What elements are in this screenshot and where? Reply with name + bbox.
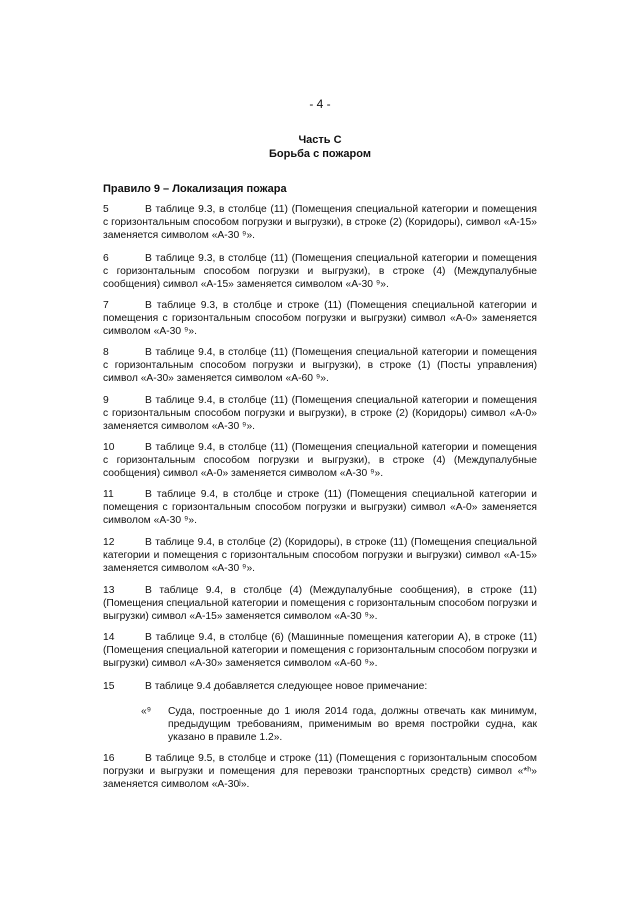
paragraph-10 bbox=[103, 441, 537, 480]
paragraph-text: В таблице 9.4, в столбце (4) (Междупалубные сообщения), в строке (11) (Помещения специальной категории и помещения с горизонтальным способом погрузки и выгрузки) символ «А-15» заменяется символом «А-30 ⁹». bbox=[103, 585, 537, 622]
paragraph-number: 7 bbox=[103, 300, 109, 311]
paragraph-number: 11 bbox=[103, 489, 114, 500]
paragraph-text: В таблице 9.4, в столбце и строке (11) (Помещения специальной категории и помещения с горизонтальным способом погрузки и выгрузки) символ «А-0» заменяется символом «А-30 ⁹». bbox=[103, 489, 537, 526]
paragraph-text: В таблице 9.5, в столбце и строке (11) (Помещения с горизонтальным способом погрузки и выгрузки и помещения для перевозки транспортных средств) символ «*ʰ» заменяется символом «А-30ʲ». bbox=[103, 753, 537, 790]
paragraph-7 bbox=[103, 299, 537, 338]
part-heading bbox=[0, 133, 640, 161]
paragraph-16 bbox=[103, 752, 537, 791]
paragraph-text: В таблице 9.4, в столбце (11) (Помещения специальной категории и помещения с горизонтальным способом погрузки и выгрузки), в строке (1) (Посты управления) символ «А-30» заменяется символом «А-60 ⁹». bbox=[103, 347, 537, 384]
paragraph-text: В таблице 9.3, в столбце и строке (11) (Помещения специальной категории и помещения с горизонтальным способом погрузки и выгрузки) символ «А-0» заменяется символом «А-30 ⁹». bbox=[103, 300, 537, 337]
paragraph-number: 8 bbox=[103, 347, 109, 358]
paragraph-15 bbox=[103, 680, 537, 693]
paragraph-number: 10 bbox=[103, 442, 115, 453]
paragraph-number: 13 bbox=[103, 585, 115, 596]
paragraph-14 bbox=[103, 631, 537, 670]
paragraph-text: В таблице 9.4, в столбце (6) (Машинные помещения категории А), в строке (11) (Помещения специальной категории и помещения с горизонтальным способом погрузки и выгрузки) символ «А-30» заменяется символом «А-60 ⁹». bbox=[103, 632, 537, 669]
paragraph-number: 14 bbox=[103, 632, 115, 643]
part-subtitle: Борьба с пожаром bbox=[269, 148, 371, 160]
paragraph-text: В таблице 9.4, в столбце (2) (Коридоры), в строке (11) (Помещения специальной категории и помещения с горизонтальным способом погрузки и выгрузки) символ «А-15» заменяется символом «А-30 ⁹». bbox=[103, 537, 537, 574]
paragraph-number: 16 bbox=[103, 753, 115, 764]
part-title: Часть С bbox=[298, 134, 342, 146]
note-open-quote: «⁹ bbox=[141, 706, 152, 717]
paragraph-12 bbox=[103, 536, 537, 575]
page-number: - 4 - bbox=[309, 97, 331, 111]
paragraph-number: 15 bbox=[103, 681, 115, 692]
paragraph-8 bbox=[103, 346, 537, 385]
paragraph-6 bbox=[103, 252, 537, 291]
paragraph-text: В таблице 9.4, в столбце (11) (Помещения специальной категории и помещения с горизонтальным способом погрузки и выгрузки), в строке (4) (Междупалубные сообщения) символ «А-0» заменяется символом «А-30 ⁹». bbox=[103, 442, 537, 479]
paragraph-text: В таблице 9.3, в столбце (11) (Помещения специальной категории и помещения с горизонтальным способом погрузки и выгрузки), в строке (2) (Коридоры), символ «А-15» заменяется символом «А-30 ⁹». bbox=[103, 204, 537, 241]
paragraph-13 bbox=[103, 584, 537, 623]
paragraph-number: 9 bbox=[103, 395, 109, 406]
rule-title: Правило 9 – Локализация пожара bbox=[103, 183, 287, 195]
paragraph-number: 12 bbox=[103, 537, 115, 548]
paragraph-text: В таблице 9.3, в столбце (11) (Помещения специальной категории и помещения с горизонтальным способом погрузки и выгрузки), в строке (4) (Междупалубные сообщения) символ «А-15» заменяется символом «А-30 ⁹». bbox=[103, 253, 537, 290]
paragraph-number: 5 bbox=[103, 204, 109, 215]
note-block bbox=[141, 705, 537, 744]
paragraph-5 bbox=[103, 203, 537, 242]
note-text: Суда, построенные до 1 июля 2014 года, должны отвечать как минимум, предыдущим требованиям, применимым во время постройки судна, как указано в правиле 1.2». bbox=[168, 706, 537, 743]
paragraph-text: В таблице 9.4 добавляется следующее новое примечание: bbox=[145, 681, 428, 692]
paragraph-text: В таблице 9.4, в столбце (11) (Помещения специальной категории и помещения с горизонтальным способом погрузки и выгрузки), в строке (2) (Коридоры) символ «А-0» заменяется символом «А-30 ⁹». bbox=[103, 395, 537, 432]
paragraph-11 bbox=[103, 488, 537, 527]
paragraph-number: 6 bbox=[103, 253, 109, 264]
paragraph-9 bbox=[103, 394, 537, 433]
